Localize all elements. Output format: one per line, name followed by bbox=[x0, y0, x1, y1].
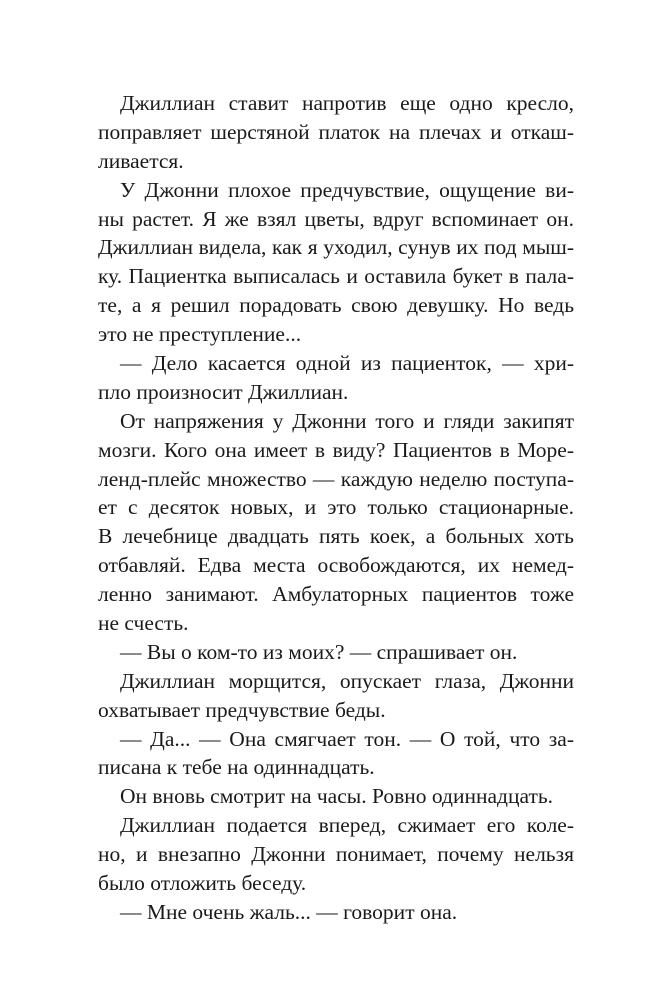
text-line: Джиллиан видела, как я уходил, сунув их под мыш- bbox=[98, 235, 574, 260]
paragraph bbox=[98, 349, 574, 407]
text-line: ет с десяток новых, и это только стационарные. bbox=[98, 495, 574, 520]
paragraph bbox=[98, 782, 574, 811]
text-line: Джиллиан подается вперед, сжимает его коле- bbox=[120, 813, 574, 838]
paragraph bbox=[98, 667, 574, 725]
text-line: — Да... — Она смягчает тон. — О той, что за- bbox=[120, 726, 574, 751]
text-line: ку. Пациентка выписалась и оставила букет в пала- bbox=[98, 264, 574, 289]
text-line: Джиллиан ставит напротив еще одно кресло, bbox=[120, 91, 574, 115]
text-line: писана к тебе на одиннадцать. bbox=[98, 755, 375, 780]
text-line: это не преступление... bbox=[98, 322, 302, 347]
text-line: От напряжения у Джонни того и гляди закипят bbox=[120, 408, 574, 433]
text-line: — Дело касается одной из пациенток, — хри- bbox=[120, 351, 574, 376]
text-line: не счесть. bbox=[98, 611, 189, 636]
text-line: ленно занимают. Амбулаторных пациентов тоже bbox=[98, 582, 574, 607]
text-line: охватывает предчувствие беды. bbox=[98, 697, 386, 722]
paragraph bbox=[98, 811, 574, 898]
text-line: но, и внезапно Джонни понимает, почему нельзя bbox=[98, 842, 574, 867]
text-line: ленд-плейс множество — каждую неделю поступа- bbox=[98, 466, 574, 491]
text-line: поправляет шерстяной платок на плечах и откаш- bbox=[98, 119, 574, 144]
text-line: В лечебнице двадцать пять коек, а больных хоть bbox=[98, 524, 574, 549]
text-line: отбавляй. Едва места освобождаются, их немед- bbox=[98, 553, 574, 578]
text-line: — Вы о ком-то из моих? — спрашивает он. bbox=[120, 639, 518, 664]
text-line: Джиллиан морщится, опускает глаза, Джонни bbox=[120, 668, 574, 693]
text-line: пло произносит Джиллиан. bbox=[98, 379, 349, 404]
text-line: ливается. bbox=[98, 148, 184, 173]
paragraph bbox=[98, 407, 574, 638]
text-line: — Мне очень жаль... — говорит она. bbox=[120, 899, 458, 924]
paragraph bbox=[98, 89, 574, 176]
page-text bbox=[98, 89, 574, 927]
paragraph bbox=[98, 898, 574, 927]
text-line: те, а я решил порадовать свою девушку. Но ведь bbox=[98, 293, 574, 318]
text-line: У Джонни плохое предчувствие, ощущение ви- bbox=[120, 177, 574, 202]
paragraph bbox=[98, 176, 574, 349]
paragraph bbox=[98, 638, 574, 667]
text-line: было отложить беседу. bbox=[98, 871, 307, 896]
paragraph bbox=[98, 725, 574, 783]
text-line: Он вновь смотрит на часы. Ровно одиннадцать. bbox=[120, 784, 554, 809]
text-line: мозги. Кого она имеет в виду? Пациентов в Море- bbox=[98, 437, 574, 462]
text-line: ны растет. Я же взял цветы, вдруг вспоминает он. bbox=[98, 206, 574, 231]
